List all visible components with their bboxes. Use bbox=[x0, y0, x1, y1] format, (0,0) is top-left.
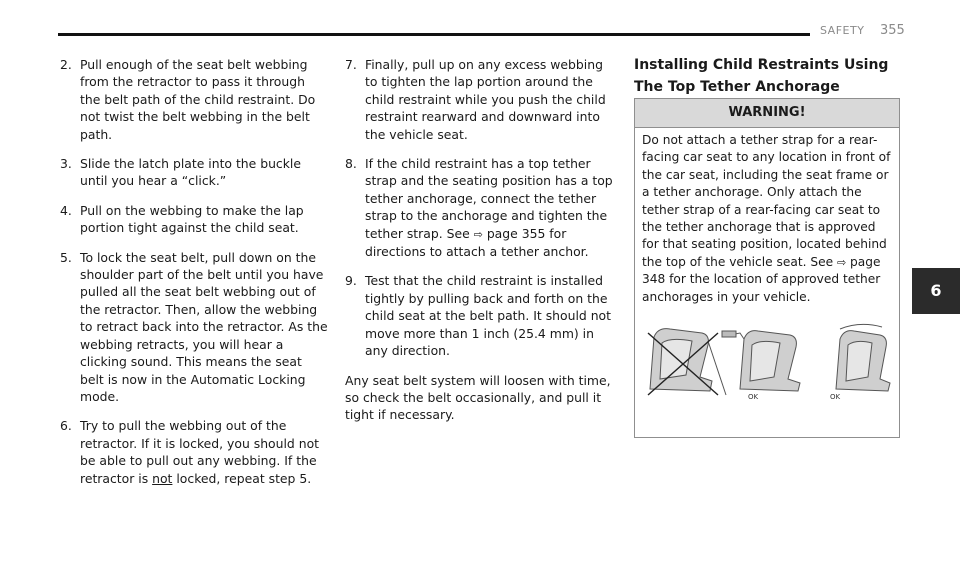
car-seat-ok-icon bbox=[722, 331, 800, 391]
chapter-tab: 6 bbox=[912, 268, 960, 314]
step-text: Finally, pull up on any excess webbing to tighten the lap portion around the child restraint while you push the child restraint rearward and downward into the vehicle seat. bbox=[365, 57, 606, 142]
warning-text bbox=[635, 128, 899, 306]
ok-label: OK bbox=[830, 393, 841, 399]
step-text: Test that the child restraint is installed tightly by pulling back and forth on the child seat at the belt path. It should not move more than 1 inch (25.4 mm) in any direction. bbox=[365, 273, 611, 359]
header-rule bbox=[58, 33, 810, 36]
step-text-part: If the child restraint has a top tether strap and the seating position has a top tether anchorage, connect the tether strap to the anchorage and tighten the tether strap. See bbox=[365, 156, 613, 241]
page-reference-arrow-icon: ⇨ bbox=[836, 255, 847, 269]
step-text-part: Try to pull the webbing out of the retractor. If it is locked, you should not be able to pull out any webbing. If the retractor is bbox=[80, 418, 320, 486]
warning-text-part: Do not attach a tether strap for a rear-facing car seat to any location in front of the car seat, including the seat frame or a tether anchorage. Only attach the tether strap of a rear-facing car seat to the tether anchorage that is approved for that seating position, located behind the top of the vehicle seat. See bbox=[642, 133, 891, 269]
list-item bbox=[345, 56, 613, 143]
list-item bbox=[60, 56, 328, 143]
column-left bbox=[60, 56, 328, 499]
car-seat-ok-icon bbox=[836, 324, 890, 391]
step-number: 8. bbox=[345, 156, 357, 172]
step-number: 9. bbox=[345, 273, 357, 289]
warning-box bbox=[634, 98, 900, 438]
car-seat-wrong-icon bbox=[648, 329, 726, 395]
page-reference-link[interactable]: page 348 for the location of approved tether anchorages in your vehicle. bbox=[642, 254, 881, 304]
list-item bbox=[345, 272, 613, 359]
section-heading: Installing Child Restraints Using The Top Tether Anchorage bbox=[634, 57, 889, 95]
step-number: 7. bbox=[345, 57, 357, 72]
step-text bbox=[365, 155, 613, 260]
tether-illustration bbox=[640, 319, 896, 399]
ok-label: OK bbox=[748, 393, 759, 399]
column-middle bbox=[345, 56, 613, 424]
step-number: 2. bbox=[60, 57, 72, 72]
step-number: 3. bbox=[60, 156, 72, 172]
list-item bbox=[60, 249, 328, 406]
step-text bbox=[80, 417, 328, 487]
step-text: To lock the seat belt, pull down on the shoulder part of the belt until you have pulled all the seat belt webbing out of the retractor. Then, allow the webbing to retract back into the retractor. As the webbing retracts, you will hear a clicking sound. This means the seat belt is now in the Automatic Locking mode. bbox=[80, 249, 328, 404]
closing-paragraph: Any seat belt system will loosen with time, so check the belt occasionally, and pull it tight if necessary. bbox=[345, 372, 611, 423]
step-text: Pull enough of the seat belt webbing from the retractor to pass it through the belt path of the child restraint. Do not twist the belt webbing in the belt path. bbox=[80, 57, 316, 142]
step-number: 5. bbox=[60, 249, 72, 265]
warning-title: WARNING! bbox=[635, 99, 899, 128]
step-number: 6. bbox=[60, 418, 72, 434]
step-number: 4. bbox=[60, 202, 72, 218]
list-item bbox=[60, 202, 328, 237]
list-item bbox=[60, 417, 328, 487]
page-number: 355 bbox=[880, 23, 905, 38]
page-reference-link[interactable]: page 355 for directions to attach a tether anchor. bbox=[365, 225, 589, 260]
list-item bbox=[345, 155, 613, 260]
list-item bbox=[60, 155, 328, 190]
step-text-part: locked, repeat step 5. bbox=[172, 470, 312, 486]
step-text: Pull on the webbing to make the lap portion tight against the child seat. bbox=[80, 202, 304, 236]
section-title: SAFETY bbox=[820, 24, 865, 37]
page-reference-arrow-icon: ⇨ bbox=[473, 227, 483, 241]
step-text: Slide the latch plate into the buckle until you hear a “click.” bbox=[80, 156, 301, 189]
underlined-word: not bbox=[152, 470, 173, 486]
